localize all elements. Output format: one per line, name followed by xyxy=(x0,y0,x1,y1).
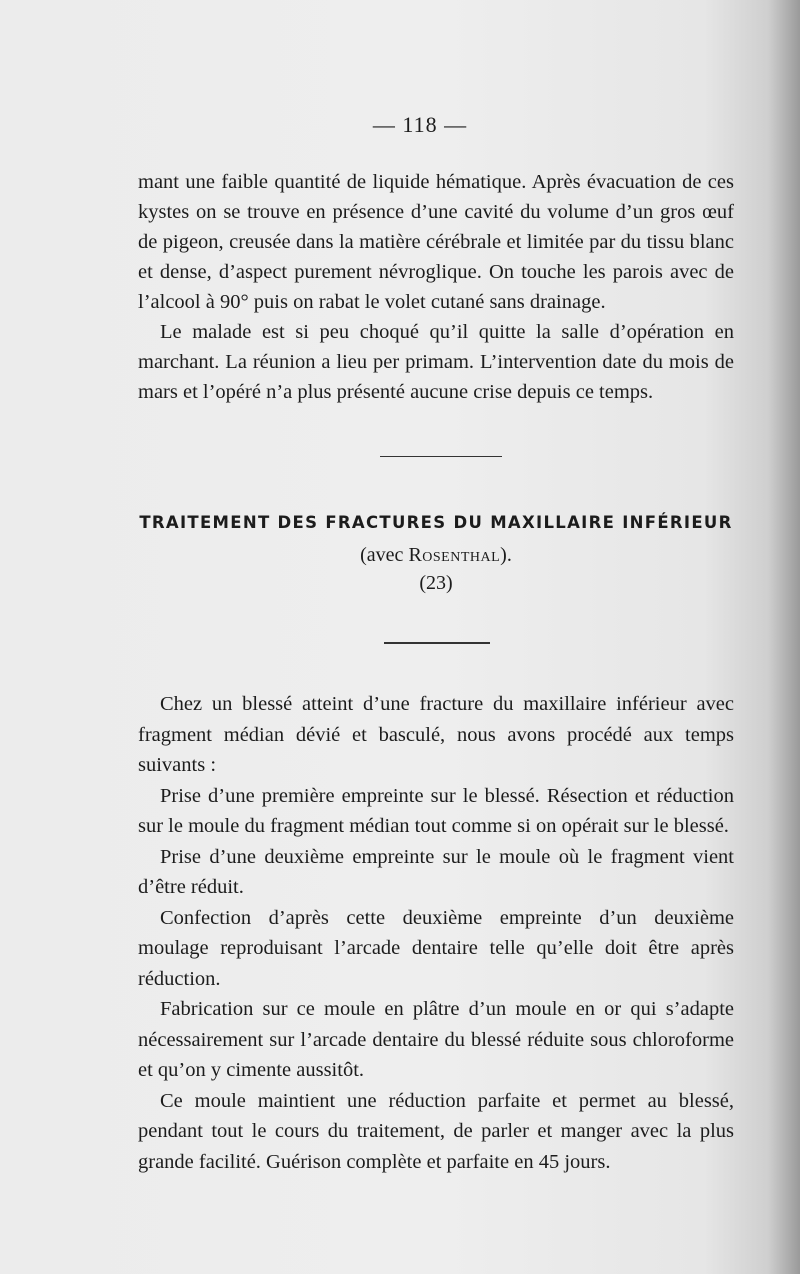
paragraph: Ce moule maintient une réduction parfaite et permet au blessé, pendant tout le cours du traitement, de parler et manger avec la plus grande facilité. Guérison complète et parfaite en 45 jours. xyxy=(138,1089,734,1173)
section-subtitle xyxy=(138,544,734,567)
paragraph: Chez un blessé atteint d’une fracture du maxillaire inférieur avec fragment médian dévié et basculé, nous avons procédé aux temps suivants : xyxy=(138,693,734,776)
bottom-text-block xyxy=(138,689,734,1177)
paragraph: Prise d’une première empreinte sur le blessé. Résection et réduction sur le moule du fragment médian tout comme si on opérait sur le blessé. xyxy=(138,784,734,837)
separator-rule xyxy=(380,456,502,457)
paragraph: Prise d’une deuxième empreinte sur le moule où le fragment vient d’être réduit. xyxy=(138,845,734,898)
separator-rule xyxy=(384,642,490,644)
subtitle-suffix: ). xyxy=(500,544,512,566)
top-text-block xyxy=(138,167,734,407)
section-title: TRAITEMENT DES FRACTURES DU MAXILLAIRE INFÉRIEUR xyxy=(139,513,733,532)
case-number: (23) xyxy=(419,572,453,594)
paragraph: Confection d’après cette deuxième empreinte d’un deuxième moulage reproduisant l’arcade dentaire telle qu’elle doit être après réduction. xyxy=(138,906,734,990)
author-name: Rosenthal xyxy=(408,544,501,566)
paragraph: Le malade est si peu choqué qu’il quitte la salle d’opération en marchant. La réunion a lieu per primam. L’intervention date du mois de mars et l’opéré n’a plus présenté aucune crise depuis ce temps. xyxy=(138,321,734,403)
paragraph-continuation: mant une faible quantité de liquide hématique. Après évacuation de ces kystes on se trouve en présence d’une cavité du volume d’un gros œuf de pigeon, creusée dans la matière cérébrale et limitée par du tissu blanc et dense, d’aspect purement névroglique. On touche les parois avec de l’alcool à 90° puis on rabat le volet cutané sans drainage. xyxy=(138,171,734,313)
subtitle-prefix: (avec xyxy=(360,544,409,566)
paragraph: Fabrication sur ce moule en plâtre d’un moule en or qui s’adapte nécessairement sur l’arcade dentaire du blessé réduite sous chloroforme et qu’on y cimente aussitôt. xyxy=(138,998,734,1081)
page-number: — 118 — xyxy=(372,112,468,137)
